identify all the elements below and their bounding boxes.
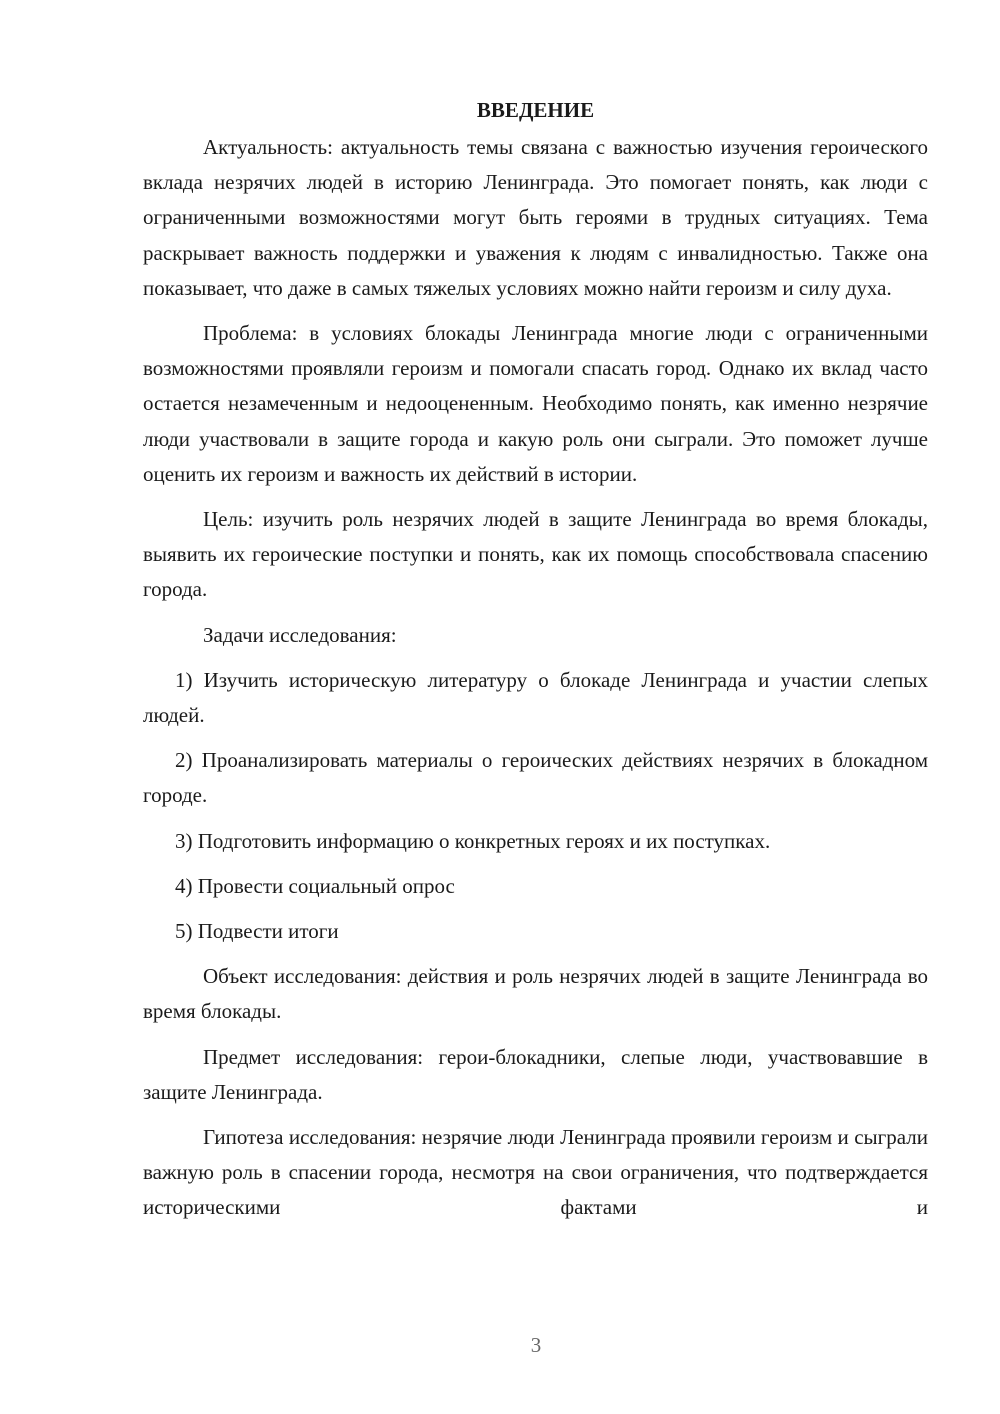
page-number: 3 [530,1333,542,1357]
tasks-heading: Задачи исследования: [203,622,397,647]
document-page [143,92,928,1226]
goal-paragraph: Цель: изучить роль незрячих людей в защите Ленинграда во время блокады, выявить их героические поступки и понять, как их помощь способствовала спасению города. [143,507,928,602]
section-title: ВВЕДЕНИЕ [476,98,595,122]
task-item-3: 3) Подготовить информацию о конкретных героях и их поступках. [175,828,771,853]
relevance-paragraph: Актуальность: актуальность темы связана с важностью изучения героического вклада незрячих людей в историю Ленинграда. Это помогает понять, как люди с ограниченными возможностями могут быть героями в трудных ситуациях. Тема раскрывает важность поддержки и уважения к людям с инвалидностью. Также она показывает, что даже в самых тяжелых условиях можно найти героизм и силу духа. [143,135,928,300]
task-item-4: 4) Провести социальный опрос [175,873,455,898]
task-item-5: 5) Подвести итоги [175,919,339,944]
task-item-1: 1) Изучить историческую литературу о блокаде Ленинграда и участии слепых людей. [143,667,928,728]
subject-paragraph: Предмет исследования: герои-блокадники, слепые люди, участвовавшие в защите Ленинграда. [143,1044,928,1104]
problem-paragraph: Проблема: в условиях блокады Ленинграда многие люди с ограниченными возможностями проявляли героизм и помогали спасать город. Однако их вклад часто остается незамеченным и недооцененным. Необходимо понять, как именно незрячие люди участвовали в защите города и какую роль они сыграли. Это поможет лучше оценить их героизм и важность их действий в истории. [143,321,928,486]
task-item-2: 2) Проанализировать материалы о героических действиях незрячих в блокадном городе. [143,748,928,808]
object-paragraph: Объект исследования: действия и роль незрячих людей в защите Ленинграда во время блокады. [143,964,928,1024]
hypothesis-paragraph: Гипотеза исследования: незрячие люди Ленинграда проявили героизм и сыграли важную роль в спасении города, несмотря на свои ограничения, что подтверждается историческими фактами и [143,1125,928,1220]
